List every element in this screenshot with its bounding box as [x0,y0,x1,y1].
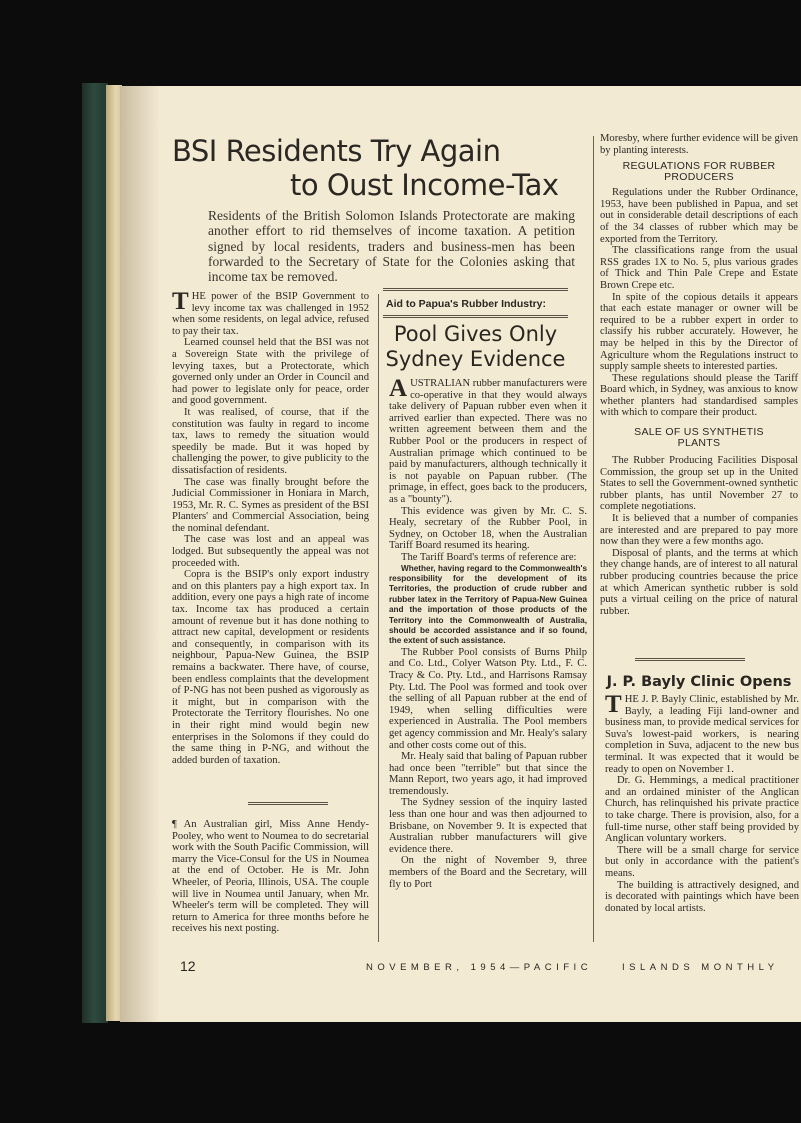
clinic-para-4: The building is attractively designed, and is decorated with paintings which have been donated by local artists. [605,879,799,914]
main-headline [172,134,592,202]
main-headline-line1: BSI Residents Try Again [172,134,501,168]
rubber-kicker: Aid to Papua's Rubber Industry: [386,298,547,310]
regulations-para-3: In spite of the copious details it appears that each estate manager or owner will be required to be a rubber expert in order to classify his rubber accurately. However, he may be helped in this by the Director of Agriculture whom the Regulations instruct to supply sample sheets to interested parties. [600,291,798,373]
rubber-para-1: USTRALIAN rubber manufacturers were co-operative in that they would always take delivery of Papuan rubber even when it arrived earlier than expected. There was no written agreement between them and the Rubber Pool or the producers in respect of Australian primage which continued to be paid by manufacturers, although technically it is not payable on Papuan rubber. (The primage, in effect, goes back to the producers, as a "bounty"). [389,378,587,505]
main-para-4: The case was finally brought before the Judicial Commissioner in Honiara in March, 1953, Mr. R. C. Symes as president of the BSI Planters' and Commercial Association, being the nominal defendant. [172,476,369,534]
main-lede: Residents of the British Solomon Islands Protectorate are making another effort to rid themselves of income taxation. A petition signed by local residents, traders and business-men has been forwarded to the Secretary of State for the Colonies asking that income tax be removed. [208,208,575,285]
page-number: 12 [180,958,196,974]
gutter-shadow [120,86,160,1022]
brief-item [172,819,369,935]
rubber-headline-line2: Sydney Evidence [385,347,566,371]
clinic-para-1: HE J. P. Bayly Clinic, established by Mr. Bayly, a leading Fiji land-owner and business man, to provide medical services for Suva's lowest-paid workers, is nearing completion in Suva, adjacent to the new bus terminal. It was expected that it would be ready to open on November 1. [605,694,799,775]
rubber-para-2: This evidence was given by Mr. C. S. Healy, secretary of the Rubber Pool, in Sydney, on October 18, when the Australian Tariff Board resumed its hearing. [389,505,587,552]
clinic-para-3: There will be a small charge for service but only in accordance with the patient's means. [605,844,799,879]
column-divider-1 [378,294,379,942]
book-spine [82,83,108,1023]
main-para-3: It was realised, of course, that if the constitution was faulty in regard to income tax, laws to remedy the situation would speedily be made. But it was hoped by challenging the power, to give publicity to the dissatisfaction of residents. [172,406,369,476]
rubber-continuation: Moresby, where further evidence will be given by planting interests. [600,133,798,156]
rubber-kicker-rule [383,315,568,318]
clinic-headline: J. P. Bayly Clinic Opens [606,674,792,690]
main-dropcap: T [172,288,189,315]
main-para-5: The case was lost and an appeal was lodged. But subsequently the appeal was not proceeded with. [172,534,369,569]
column-divider-2 [593,136,594,942]
running-footer-right: ISLANDS MONTHLY [622,962,779,973]
brief-text: ¶ An Australian girl, Miss Anne Hendy-Pooley, who went to Noumea to do secretarial work with the South Pacific Commission, will marry the Vice-Consul for the US in Noumea at the end of October. He is Mr. John Wheeler, of Peoria, Illinois, USA. The couple will live in Noumea until January, when Mr. Wheeler's term will be completed. They will return to America for three months before he receives his next posting. [172,819,369,935]
sale-para-2: It is believed that a number of companies are interested and are prepared to pay more now than they were a few months ago. [600,513,798,548]
sale-para-3: Disposal of plants, and the terms at which they change hands, are of interest to all natural rubber producing countries because the price at which American synthetic rubber is sold puts a virtual ceiling on the price of natural rubber. [600,547,798,617]
rubber-headline-line1: Pool Gives Only [393,322,558,346]
terms-of-reference: Whether, having regard to the Commonwealth's responsibility for the development of its Territories, the production of crude rubber and rubber latex in the Territory of Papua-New Guinea and the importation of those products of the Territory into the Commonwealth of Australia, should be accorded assistance and if so found, the extent of such assistance. [389,563,587,646]
regulations-subhead: REGULATIONS FOR RUBBER PRODUCERS [622,160,776,184]
rubber-para-3: The Tariff Board's terms of reference are: [401,551,577,563]
rubber-para-6: The Sydney session of the inquiry lasted less than one hour and was then adjourned to Brisbane, on November 9. It is expected that Australian rubber manufacturers will give evidence there. [389,797,587,855]
rubber-para-5: Mr. Healy said that baling of Papuan rubber had once been "terrible" but that since the Mann Report, two years ago, it had improved tremendously. [389,751,587,797]
brief-rule [248,802,328,805]
rubber-dropcap: A [389,375,408,402]
regulations-para-4: These regulations should please the Tariff Board which, in Sydney, was anxious to know whether planters had standardised samples with which to compare their product. [600,372,798,419]
rubber-para-4: The Rubber Pool consists of Burns Philp and Co. Ltd., Colyer Watson Pty. Ltd., F. C. Tracy & Co. Pty. Ltd., and Harrisons Ramsay Pty. Ltd. The Pool was formed and took over the selling of all Papuan rubber at the end of 1949, when selling difficulties were experienced in Australia. The Pool members get agency commission and Mr. Healy's salary and other costs come out of this. [389,646,587,751]
sale-para-1: The Rubber Producing Facilities Disposal Commission, the group set up in the United States to sell the Government-owned synthetic rubber plants, has until November 27 to complete negotiations. [600,455,798,513]
clinic-para-2: Dr. G. Hemmings, a medical practitioner and an ordained minister of the Anglican Church, has relinquished his private practice to take charge. There is provision, also, for a full-time nurse, other staff being provided by Anglican voluntary workers. [605,775,799,845]
main-headline-line2: to Oust Income-Tax [290,168,559,202]
rubber-article-continued [600,133,798,617]
main-para-1: HE power of the BSIP Government to levy income tax was challenged in 1952 when some residents, on legal advice, refused to pay their tax. [172,291,369,337]
regulations-para-1: Regulations under the Rubber Ordinance, 1953, have been published in Papua, and set out in considerable detail descriptions of each of the 34 classes of rubber which may be exported from the Territory. [600,187,798,245]
magazine-page [120,86,801,1022]
main-article-body [172,288,369,766]
main-para-6: Copra is the BSIP's only export industry and on this planters pay a high export tax. In addition, every one pays a high rate of income tax. Income tax has produced a certain amount of revenue but it has done nothing to attract new capital, development or residents and consequently, in comparison with its neighbour, Papua-New Guinea, the BSIP remains a backwater. There have, of course, been endless complaints that the development of P-NG has not been pushed as vigorously as it might, but in comparison with the Protectorate the Territory flourishes. No one in their right mind would begin new enterprises in the Solomons if they could do the same thing in P-NG, and without the added burden of taxation. [172,569,369,766]
main-para-2: Learned counsel held that the BSI was not a Sovereign State with the privilege of levying taxes, but a Protectorate, which governed only under an Order in Council and had power to legislate only for peace, order and good government. [172,337,369,407]
regulations-para-2: The classifications range from the usual RSS grades 1X to No. 5, plus various grades of Thick and Thin Pale Crepe and Estate Brown Crepe etc. [600,245,798,291]
clinic-dropcap: T [605,691,622,718]
clinic-top-rule [635,658,745,661]
rubber-headline [383,322,568,372]
rubber-para-7: On the night of November 9, three members of the Board and the Secretary, will fly to Port [389,855,587,890]
running-footer-left: NOVEMBER, 1954—PACIFIC [366,962,593,973]
rubber-top-rule [383,288,568,291]
sale-subhead: SALE OF US SYNTHETIS PLANTS [634,426,764,450]
rubber-article-body [389,375,587,890]
clinic-article-body [605,691,799,914]
